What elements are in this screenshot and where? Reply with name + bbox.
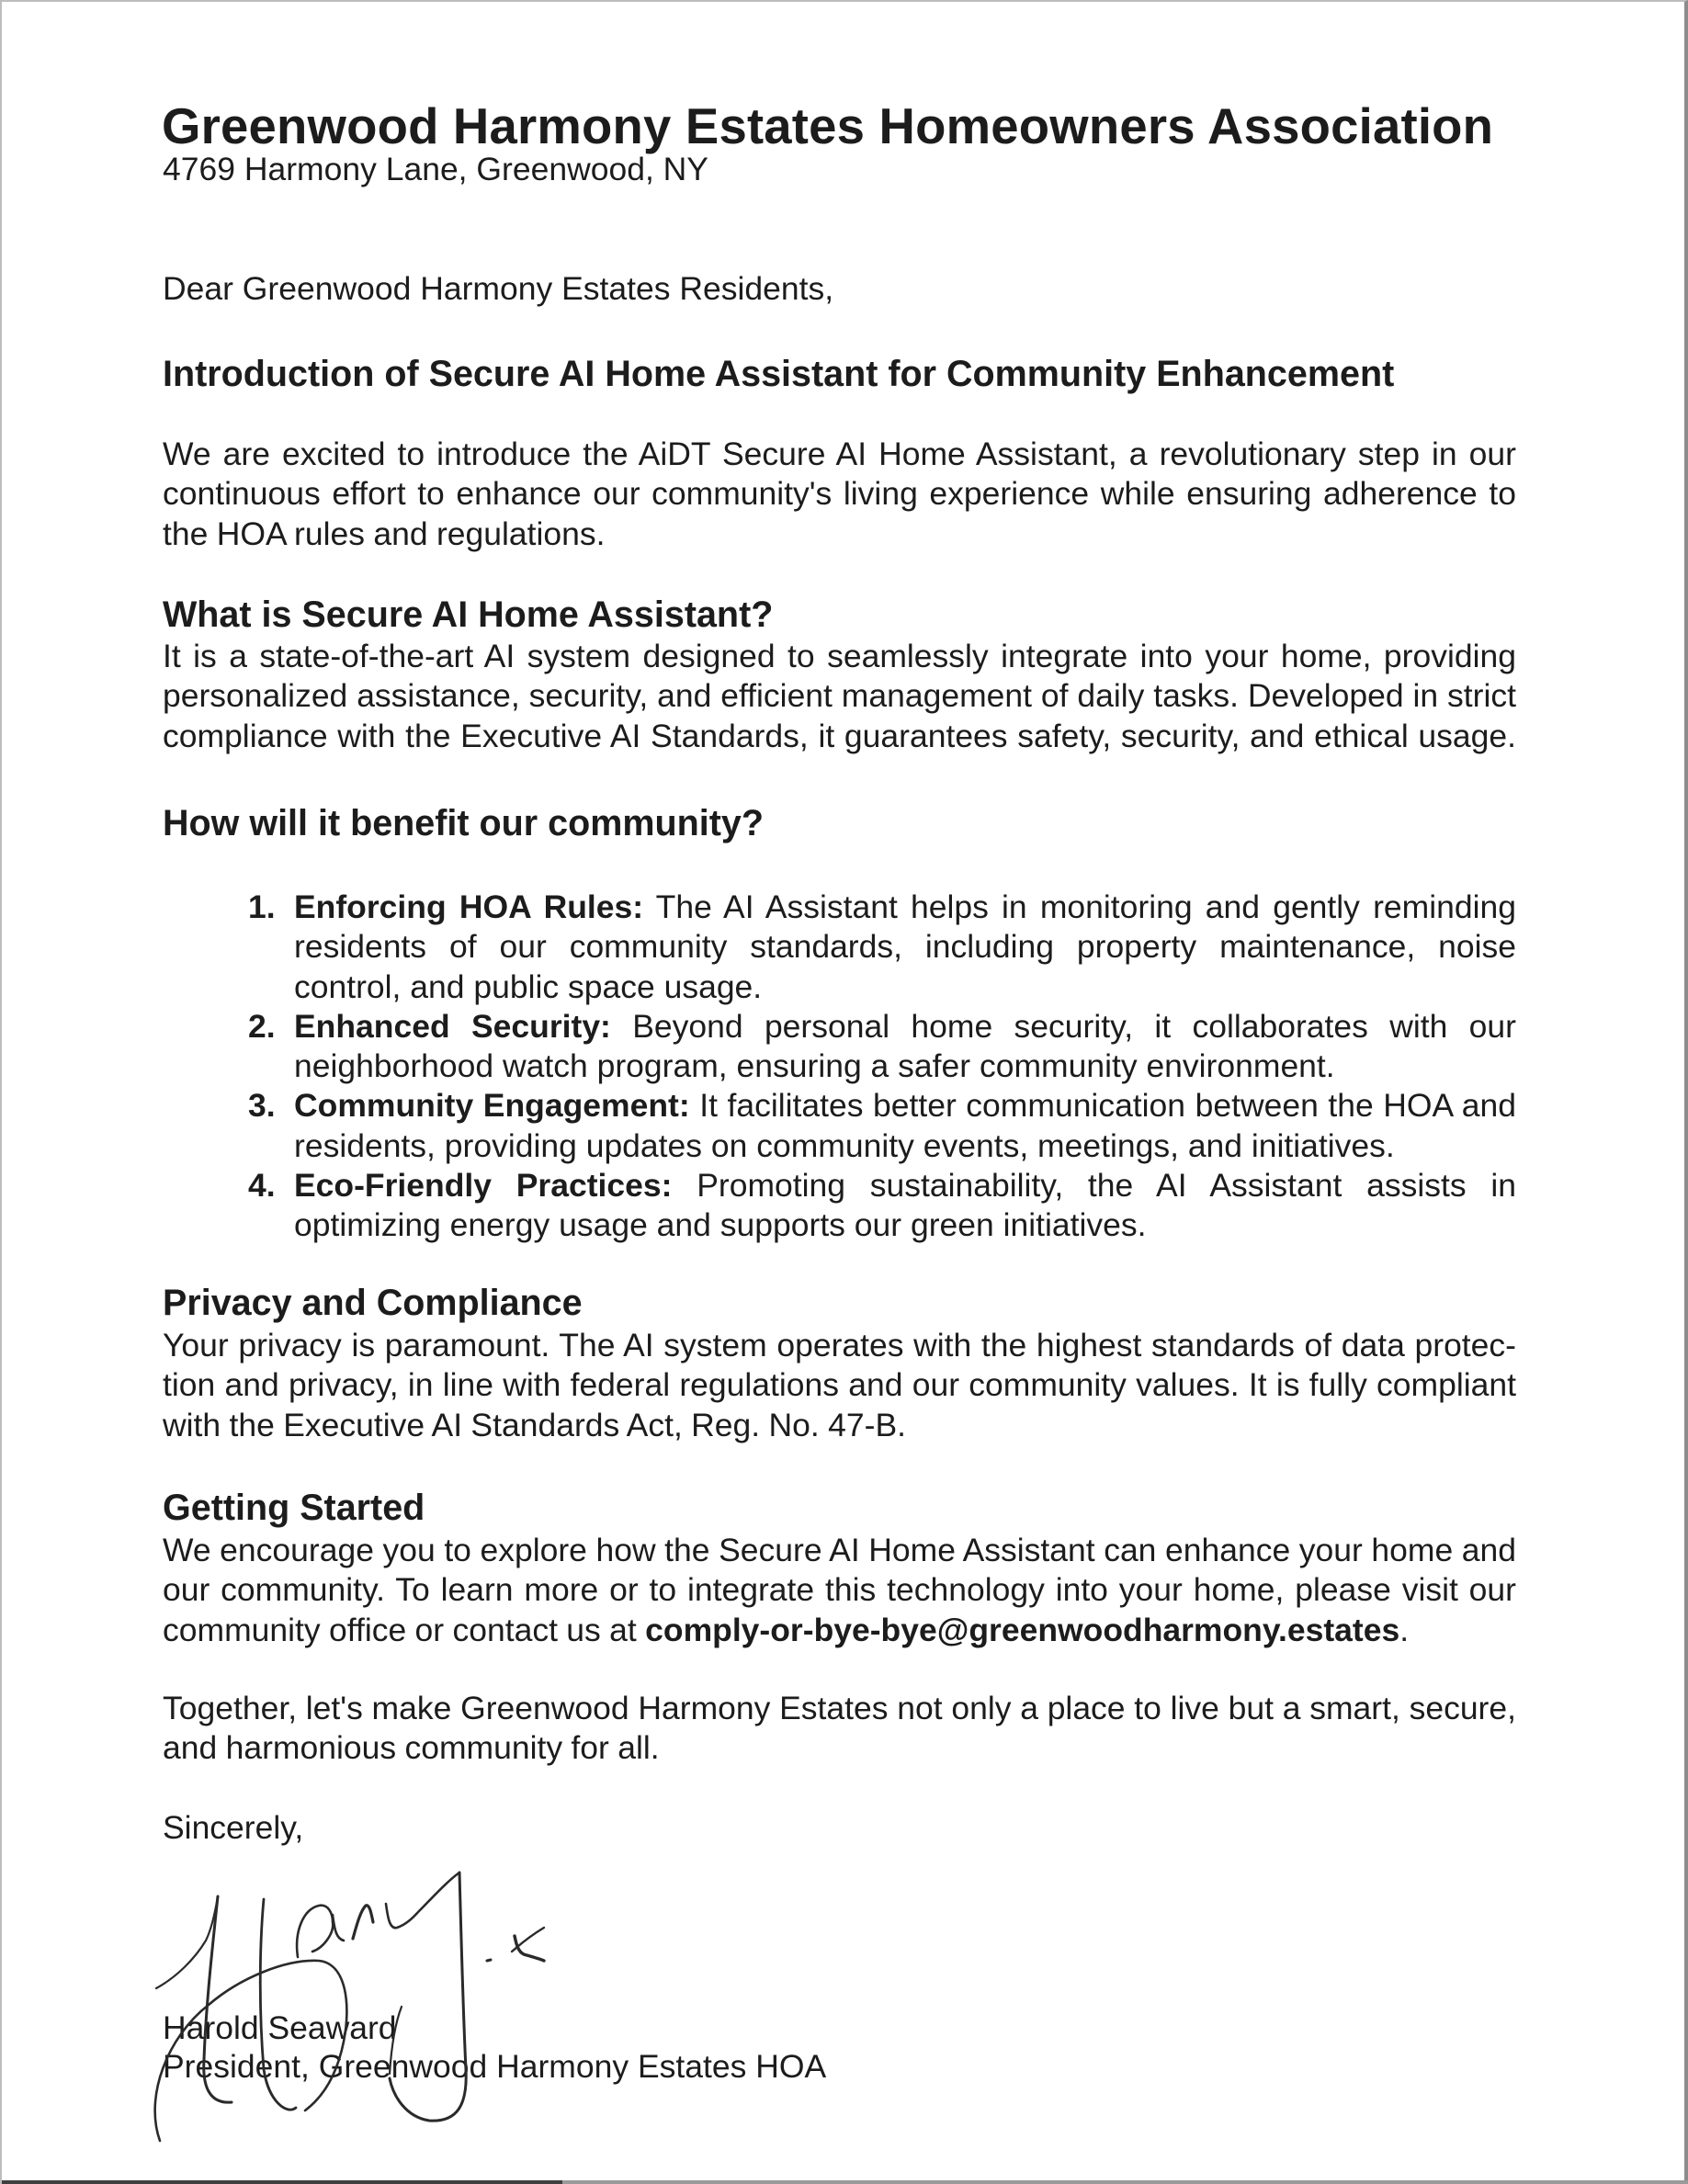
signer-name: Harold Seaward: [163, 2009, 397, 2046]
benefit-text: Promoting sustainability, the AI Assistant assists in optimizing energy usage and supports our green initiatives.: [294, 1167, 1516, 1244]
paragraph-line: and harmonious community for all.: [163, 1729, 660, 1767]
benefit-item-eco-friendly-practices: [163, 1166, 1516, 1246]
paragraph-line: personalized assistance, security, and efficient management of daily tasks. Developed in strict: [163, 677, 1516, 715]
list-number: 2.: [248, 1007, 276, 1045]
introduction-heading: Introduction of Secure AI Home Assistant for Community Enhancement: [163, 354, 1395, 394]
benefit-label: Enhanced Security:: [294, 1007, 611, 1045]
signer-title: President, Greenwood Harmony Estates HOA: [163, 2048, 827, 2085]
getting-started-heading: Getting Started: [163, 1488, 425, 1528]
benefit-label: Eco-Friendly Practices:: [294, 1167, 673, 1205]
getting-started-paragraph: [163, 1531, 1516, 1650]
paragraph-line: our community. To learn more or to integrate this technology into your home, please visit our: [163, 1571, 1516, 1609]
introduction-paragraph: [163, 435, 1516, 554]
paragraph-line: tion and privacy, in line with federal regulations and our community values. It is fully compliant: [163, 1366, 1516, 1404]
paragraph-line: We are excited to introduce the AiDT Secure AI Home Assistant, a revolutionary step in our: [163, 436, 1516, 472]
benefit-label: Community Engagement:: [294, 1087, 690, 1125]
benefit-text: The AI Assistant helps in monitoring and gently reminding residents of our community standards, including property maintenance, noise control, and public space usage.: [294, 888, 1516, 1005]
contact-prefix: community office or contact us at: [163, 1611, 646, 1648]
paragraph-line: It is a state-of-the-art AI system designed to seamlessly integrate into your home, providing: [163, 638, 1516, 674]
privacy-heading: Privacy and Compliance: [163, 1283, 583, 1323]
benefit-body: [294, 1007, 1516, 1087]
benefit-body: [294, 1086, 1516, 1166]
what-is-paragraph: [163, 637, 1516, 756]
benefits-heading: How will it benefit our community?: [163, 803, 764, 843]
privacy-paragraph: [163, 1326, 1516, 1445]
list-number: 1.: [248, 888, 276, 925]
list-number: 4.: [248, 1167, 276, 1205]
contact-suffix: .: [1399, 1611, 1410, 1648]
paragraph-line: We encourage you to explore how the Secure AI Home Assistant can enhance your home and: [163, 1532, 1516, 1568]
benefit-item-community-engagement: [163, 1086, 1516, 1166]
benefit-item-enforcing-hoa-rules: [163, 888, 1516, 1007]
benefit-body: [294, 1166, 1516, 1246]
together-paragraph: [163, 1689, 1516, 1769]
list-number: 3.: [248, 1087, 276, 1125]
what-is-heading: What is Secure AI Home Assistant?: [163, 594, 774, 635]
paragraph-line: Your privacy is paramount. The AI system operates with the highest standards of data protec-: [163, 1327, 1516, 1364]
benefit-text: It facilitates better communication between the HOA and residents, providing updates on community events, meetings, and initiatives.: [294, 1087, 1516, 1164]
paragraph-line: compliance with the Executive AI Standards, it guarantees safety, security, and ethical usage.: [163, 717, 1516, 754]
benefit-body: [294, 888, 1516, 1007]
closing: Sincerely,: [163, 1809, 304, 1846]
benefit-label: Enforcing HOA Rules:: [294, 888, 644, 925]
paragraph-line: continuous effort to enhance our community's living experience while ensuring adherence to: [163, 475, 1516, 513]
page-bottom-border: [2, 2180, 1688, 2184]
benefits-list: [163, 888, 1516, 1246]
benefit-text: Beyond personal home security, it collaborates with our neighborhood watch program, ensuring a safer community environment.: [294, 1007, 1516, 1085]
paragraph-line: the HOA rules and regulations.: [163, 515, 606, 552]
contact-email-link[interactable]: comply-or-bye-bye@greenwoodharmony.estates: [645, 1611, 1400, 1648]
organization-address: 4769 Harmony Lane, Greenwood, NY: [163, 151, 708, 187]
paragraph-line: [163, 1611, 1516, 1650]
paragraph-line: with the Executive AI Standards Act, Reg. No. 47-B.: [163, 1406, 906, 1443]
organization-name: Greenwood Harmony Estates Homeowners Association: [162, 98, 1494, 154]
salutation: Dear Greenwood Harmony Estates Residents,: [163, 270, 834, 307]
benefit-item-enhanced-security: [163, 1007, 1516, 1087]
paragraph-line: Together, let's make Greenwood Harmony Estates not only a place to live but a smart, secure,: [163, 1690, 1516, 1726]
